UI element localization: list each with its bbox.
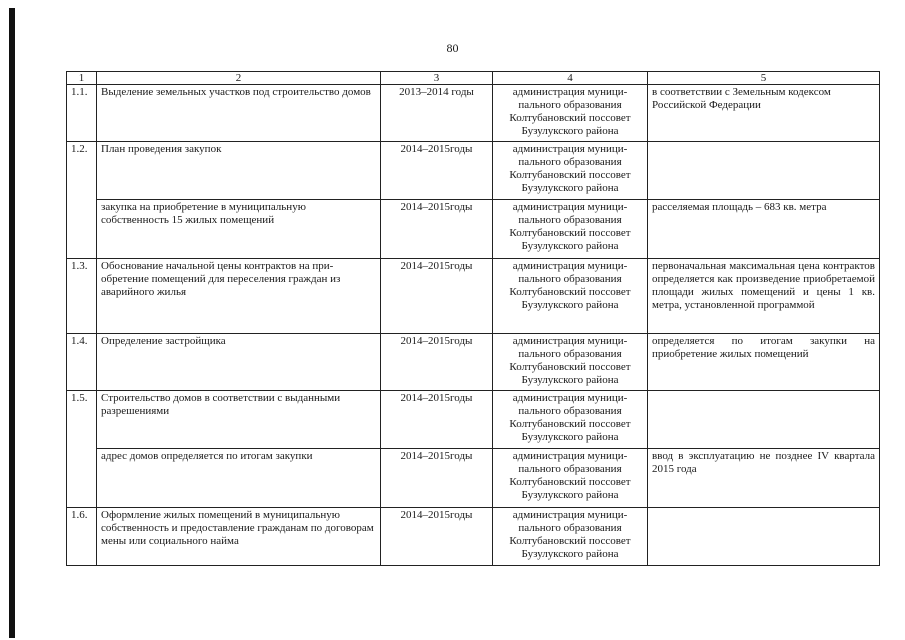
period-cell: 2014–2015годы [381, 508, 493, 566]
executor-line: администрация муници- [512, 392, 628, 404]
executor-line: администрация муници- [512, 86, 628, 98]
column-header-3: 3 [381, 72, 493, 85]
executor-line: Колтубановский поссовет [509, 476, 631, 488]
period-cell: 2014–2015годы [381, 259, 493, 334]
column-header-4: 4 [493, 72, 648, 85]
executor-line: Бузулукского района [521, 489, 619, 501]
note-cell: расселяемая площадь – 683 кв. метра [648, 200, 880, 259]
column-number-row [67, 72, 880, 85]
row-number: 1.2. [67, 142, 97, 259]
executor-line: администрация муници- [512, 260, 628, 272]
executor-line: администрация муници- [512, 509, 628, 521]
executor-line: Колтубановский поссовет [509, 169, 631, 181]
table-row [67, 200, 880, 259]
note-cell: первоначальная максимальная цена контрактов определяется как произведение приобретаемой площади жилых помещений и цены 1 кв. метра, установленной программой [648, 259, 880, 334]
executor-line: Колтубановский поссовет [509, 418, 631, 430]
event-cell: Выделение земельных участков под строительство домов [97, 85, 381, 142]
page-number: 80 [446, 41, 459, 55]
table-row [67, 142, 880, 200]
note-cell [648, 508, 880, 566]
period-cell: 2014–2015годы [381, 391, 493, 449]
executor-line: пального образования [518, 214, 622, 226]
executor-cell [493, 259, 648, 334]
event-cell: закупка на приобретение в муниципальную собственность 15 жилых помещений [97, 200, 381, 259]
note-cell [648, 142, 880, 200]
event-cell: Строительство домов в соответствии с выданными разрешениями [97, 391, 381, 449]
period-cell: 2014–2015годы [381, 142, 493, 200]
executor-line: Колтубановский поссовет [509, 227, 631, 239]
executor-line: пального образования [518, 463, 622, 475]
event-cell: План проведения закупок [97, 142, 381, 200]
column-header-5: 5 [648, 72, 880, 85]
executor-line: администрация муници- [512, 143, 628, 155]
executor-line: пального образования [518, 522, 622, 534]
event-cell: Оформление жилых помещений в муниципальную собственность и предоставление гражданам по договорам мены или социального найма [97, 508, 381, 566]
table-row [67, 508, 880, 566]
row-number: 1.5. [67, 391, 97, 508]
executor-line: пального образования [518, 273, 622, 285]
note-cell [648, 391, 880, 449]
table-row [67, 391, 880, 449]
event-cell: Определение застройщика [97, 334, 381, 391]
row-number: 1.3. [67, 259, 97, 334]
executor-cell [493, 85, 648, 142]
executor-line: Колтубановский поссовет [509, 361, 631, 373]
executor-line: Бузулукского района [521, 548, 619, 560]
executor-line: Бузулукского района [521, 299, 619, 311]
event-cell: Обоснование начальной цены контрактов на при-обретение помещений для переселения граждан из аварийного жилья [97, 259, 381, 334]
note-cell: в соответствии с Земельным кодексом Российской Федерации [648, 85, 880, 142]
column-header-2: 2 [97, 72, 381, 85]
period-cell: 2014–2015годы [381, 449, 493, 508]
executor-line: Бузулукского района [521, 374, 619, 386]
executor-cell [493, 508, 648, 566]
executor-line: администрация муници- [512, 201, 628, 213]
note-cell: ввод в эксплуатацию не позднее IV квартала 2015 года [648, 449, 880, 508]
period-cell: 2014–2015годы [381, 334, 493, 391]
executor-line: администрация муници- [512, 335, 628, 347]
table-row [67, 259, 880, 334]
executor-line: пального образования [518, 405, 622, 417]
table-row [67, 334, 880, 391]
scan-edge-shadow [9, 8, 15, 638]
executor-line: Бузулукского района [521, 125, 619, 137]
executor-cell [493, 334, 648, 391]
row-number: 1.4. [67, 334, 97, 391]
executor-line: администрация муници- [512, 450, 628, 462]
period-cell: 2014–2015годы [381, 200, 493, 259]
row-number: 1.1. [67, 85, 97, 142]
executor-line: Бузулукского района [521, 182, 619, 194]
table-row [67, 449, 880, 508]
executor-line: пального образования [518, 99, 622, 111]
executor-cell [493, 449, 648, 508]
executor-line: Колтубановский поссовет [509, 112, 631, 124]
table-row [67, 85, 880, 142]
period-cell: 2013–2014 годы [381, 85, 493, 142]
event-cell: адрес домов определяется по итогам закупки [97, 449, 381, 508]
executor-cell [493, 200, 648, 259]
executor-cell [493, 391, 648, 449]
executor-line: Колтубановский поссовет [509, 535, 631, 547]
executor-line: Бузулукского района [521, 431, 619, 443]
executor-line: пального образования [518, 348, 622, 360]
note-cell: определяется по итогам закупки на приобретение жилых помещений [648, 334, 880, 391]
column-header-1: 1 [67, 72, 97, 85]
program-table [66, 71, 880, 566]
row-number: 1.6. [67, 508, 97, 566]
executor-line: Бузулукского района [521, 240, 619, 252]
executor-line: пального образования [518, 156, 622, 168]
executor-line: Колтубановский поссовет [509, 286, 631, 298]
executor-cell [493, 142, 648, 200]
